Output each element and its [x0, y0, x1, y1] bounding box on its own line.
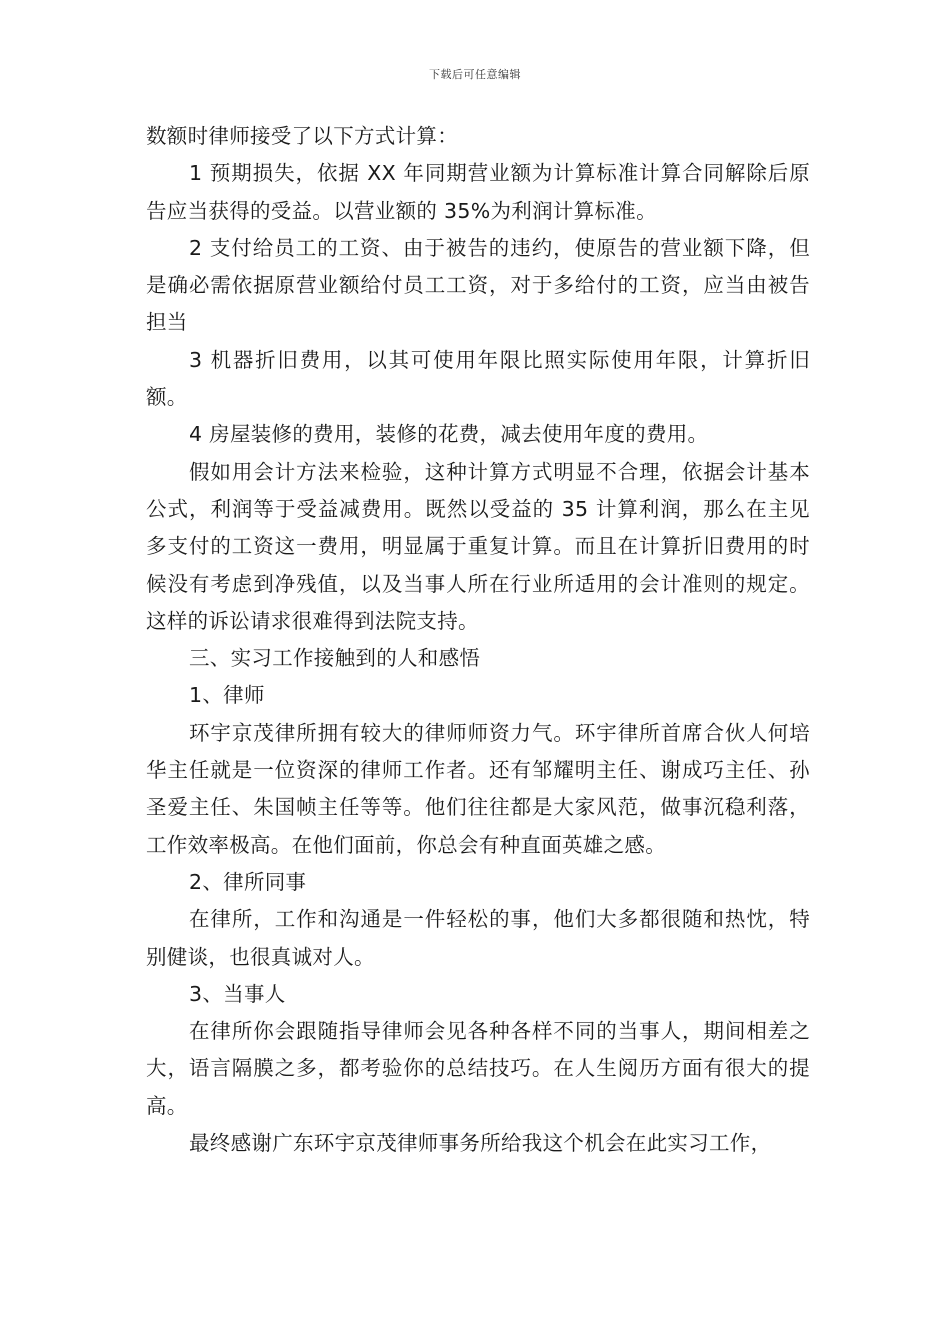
document-body: [146, 118, 810, 1162]
paragraph-thanks: 最终感谢广东环宇京茂律师事务所给我这个机会在此实习工作，: [189, 1131, 772, 1156]
paragraph-accounting-analysis: 假如用会计方法来检验，这种计算方式明显不合理，依据会计基本公式，利润等于受益减费用。既然以受益的 35 计算利润，那么在主见多支付的工资这一费用，明显属于重复计算。而且在计算折旧费用的时候没有考虑到净残值，以及当事人所在行业所适用的会计准则的规定。这样的诉讼请求很难得到法院支持。: [146, 459, 810, 633]
subheading-lawyers: 1、律师: [189, 683, 265, 708]
paragraph-item-1-expected-loss: 1 预期损失，依据 XX 年同期营业额为计算标准计算合同解除后原告应当获得的受益。以营业额的 35%为利润计算标准。: [146, 161, 810, 223]
paragraph-item-4-renovation: 4 房屋装修的费用，装修的花费，减去使用年度的费用。: [189, 422, 709, 447]
page-header: 下载后可任意编辑: [429, 68, 521, 81]
subheading-colleagues: 2、律所同事: [189, 869, 307, 894]
paragraph-lawyers: 环宇京茂律所拥有较大的律师师资力气。环宇律所首席合伙人何培华主任就是一位资深的律师工作者。还有邹耀明主任、谢成巧主任、孙圣爱主任、朱国帧主任等等。他们往往都是大家风范，做事沉稳利落，工作效率极高。在他们面前，你总会有种直面英雄之感。: [146, 720, 810, 857]
paragraph-item-3-depreciation: 3 机器折旧费用，以其可使用年限比照实际使用年限，计算折旧额。: [146, 347, 810, 410]
section-heading-people: 三、实习工作接触到的人和感悟: [189, 646, 481, 671]
paragraph-colleagues: 在律所，工作和沟通是一件轻松的事，他们大多都很随和热忱，特别健谈，也很真诚对人。: [146, 907, 810, 969]
subheading-clients: 3、当事人: [189, 981, 286, 1006]
paragraph-calculation-intro: 数额时律师接受了以下方式计算：: [146, 124, 458, 148]
paragraph-item-2-wages: 2 支付给员工的工资、由于被告的违约，使原告的营业额下降，但是确必需依据原营业额给付员工工资，对于多给付的工资，应当由被告担当: [146, 235, 810, 335]
paragraph-clients: 在律所你会跟随指导律师会见各种各样不同的当事人，期间相差之大，语言隔膜之多，都考验你的总结技巧。在人生阅历方面有很大的提高。: [146, 1019, 810, 1118]
